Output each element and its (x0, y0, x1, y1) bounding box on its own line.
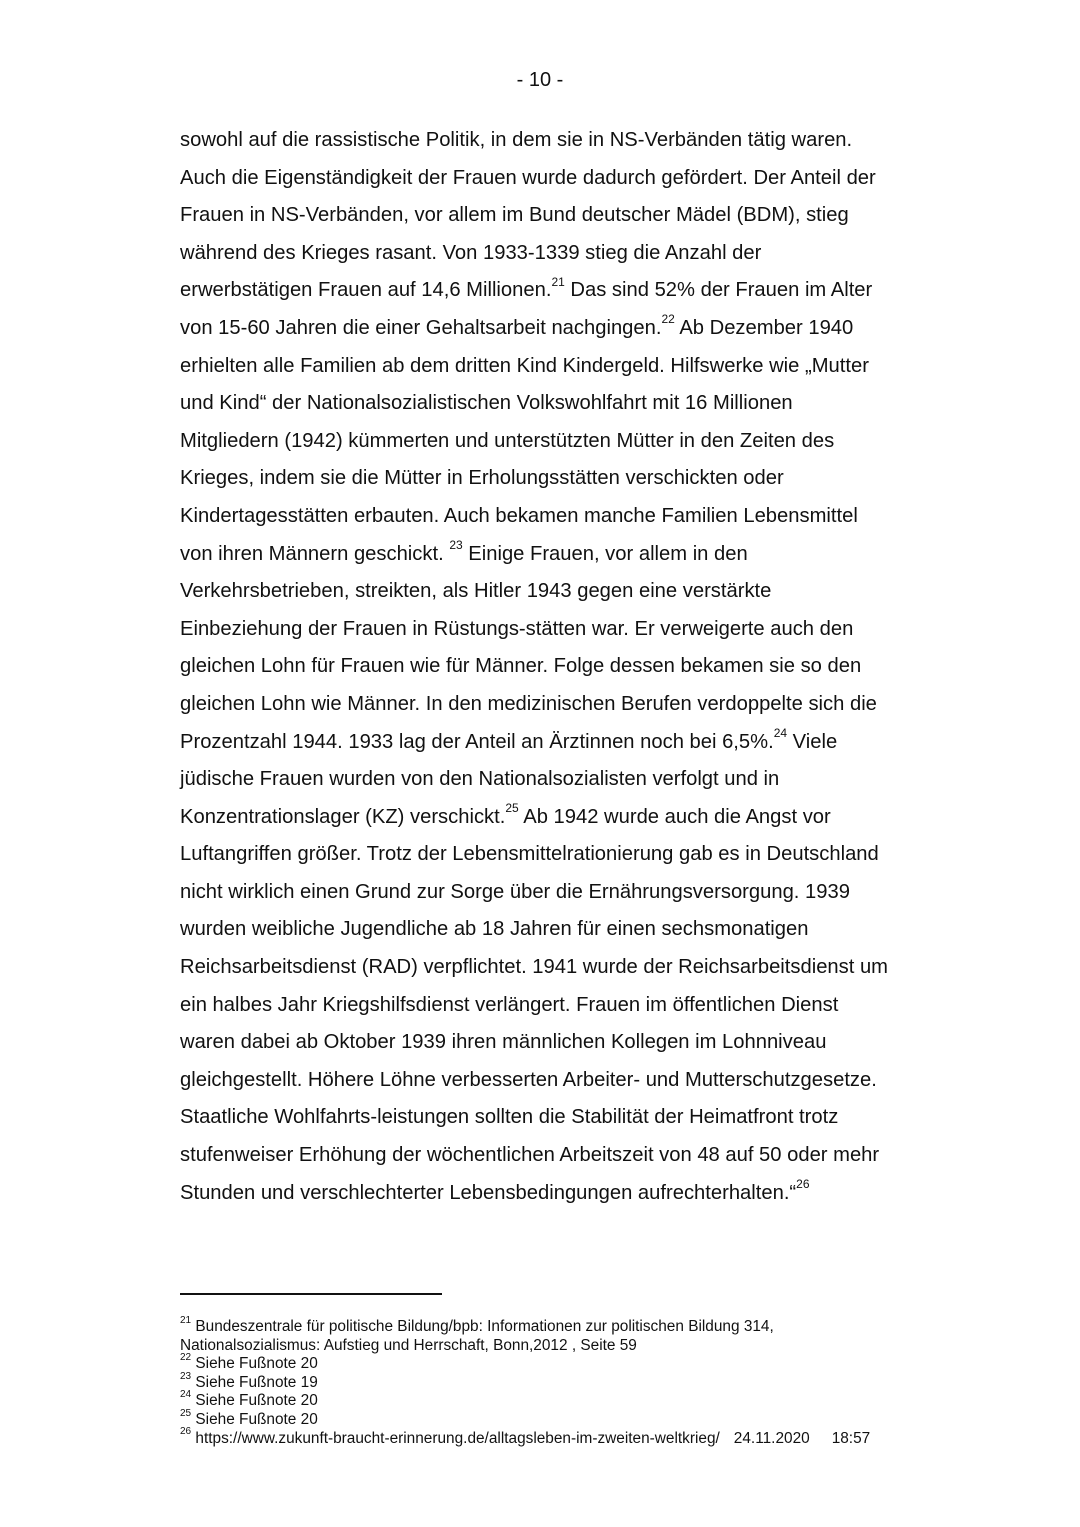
text-line (180, 197, 960, 235)
text-line (180, 423, 960, 461)
text-segment: Einbeziehung der Frauen in Rüstungs-stätten war. Er verweigerte auch den (180, 617, 854, 640)
footnote-date: 24.11.2020 (733, 1429, 810, 1447)
text-segment: erwerbstätigen Frauen auf 14,6 Millionen. (180, 279, 552, 302)
text-segment: Stunden und verschlechterter Lebensbedingungen aufrechterhalten.“ (180, 1181, 797, 1204)
text-segment: stufenweiser Erhöhung der wöchentlichen Arbeitszeit von 48 auf 50 oder mehr (180, 1144, 880, 1167)
text-line (180, 648, 960, 686)
text-line (180, 987, 960, 1025)
text-line (180, 724, 960, 762)
footnote-21-continued (180, 1337, 960, 1356)
footnote-ref: 21 (551, 274, 565, 289)
text-line (180, 348, 960, 386)
text-segment: Prozentzahl 1944. 1933 lag der Anteil an Ärztinnen noch bei 6,5%. (180, 730, 774, 753)
text-segment: Reichsarbeitsdienst (RAD) verpflichtet. 1941 wurde der Reichsarbeitsdienst um (180, 956, 889, 979)
text-segment: Kindertagesstätten erbauten. Auch bekamen manche Familien Lebensmittel (180, 504, 858, 527)
footnote-ref: 25 (505, 800, 519, 815)
text-segment: von 15-60 Jahren die einer Gehaltsarbeit nachgingen. (180, 316, 662, 339)
footnote-ref: 24 (773, 725, 788, 740)
text-line (180, 761, 960, 799)
footnote-26 (180, 1426, 960, 1449)
body-text (180, 122, 960, 1212)
text-segment: jüdische Frauen wurden von den Nationalsozialisten verfolgt und in (180, 768, 780, 791)
text-segment: Mitgliedern (1942) kümmerten und unterstützten Mütter in den Zeiten des (180, 429, 835, 452)
text-line (180, 686, 960, 724)
footnote-text: Siehe Fußnote 20 (195, 1355, 318, 1373)
text-segment: Viele (787, 730, 838, 753)
text-line (180, 460, 960, 498)
text-line (180, 573, 960, 611)
text-segment: nicht wirklich einen Grund zur Sorge über die Ernährungsversorgung. 1939 (180, 880, 850, 903)
text-segment: Frauen in NS-Verbänden, vor allem im Bund deutscher Mädel (BDM), stieg (180, 204, 849, 227)
footnotes (180, 1314, 960, 1448)
footnote-22 (180, 1352, 960, 1374)
footnote-21 (180, 1314, 960, 1337)
footnote-marker: 24 (180, 1389, 192, 1401)
text-line (180, 235, 960, 273)
text-line (180, 836, 960, 874)
footnote-24 (180, 1389, 960, 1411)
text-segment: wurden weibliche Jugendliche ab 18 Jahren für einen sechsmonatigen (180, 918, 809, 941)
text-segment: gleichgestellt. Höhere Löhne verbesserten Arbeiter- und Mutterschutzgesetze. (180, 1068, 877, 1091)
text-line (180, 799, 960, 837)
text-segment: Ab 1942 wurde auch die Angst vor (518, 805, 831, 828)
footnote-time: 18:57 (831, 1429, 871, 1447)
text-line (180, 310, 960, 348)
footnote-url: https://www.zukunft-braucht-erinnerung.de/alltagsleben-im-zweiten-weltkrieg/ (195, 1429, 720, 1447)
footnote-marker: 23 (180, 1370, 192, 1382)
text-line (180, 498, 960, 536)
footnote-25 (180, 1407, 960, 1430)
footnote-marker: 21 (180, 1314, 192, 1326)
footnote-text: Bundeszentrale für politische Bildung/bpb: Informationen zur politischen Bildung 314, (195, 1318, 774, 1335)
footnote-marker: 26 (180, 1426, 192, 1438)
footnote-ref: 26 (796, 1176, 810, 1191)
footnote-text: Siehe Fußnote 19 (195, 1373, 318, 1391)
text-segment: Auch die Eigenständigkeit der Frauen wurde dadurch gefördert. Der Anteil der (180, 166, 876, 189)
text-segment: von ihren Männern geschickt. (180, 542, 450, 565)
text-line (180, 536, 960, 574)
text-segment: und Kind“ der Nationalsozialistischen Volkswohlfahrt mit 16 Millionen (180, 392, 793, 415)
footnote-text: Siehe Fußnote 20 (195, 1392, 318, 1410)
text-line (180, 1024, 960, 1062)
footnote-text: Nationalsozialismus: Aufstieg und Herrschaft, Bonn,2012 , Seite 59 (180, 1336, 637, 1354)
footnote-23 (180, 1370, 960, 1393)
text-segment: gleichen Lohn wie Männer. In den medizinischen Berufen verdoppelte sich die (180, 692, 877, 715)
text-line (180, 160, 960, 198)
footnote-text: Siehe Fußnote 20 (195, 1410, 318, 1428)
footnote-marker: 22 (180, 1352, 192, 1364)
text-line (180, 385, 960, 423)
text-line (180, 611, 960, 649)
text-segment: waren dabei ab Oktober 1939 ihren männlichen Kollegen im Lohnniveau (180, 1031, 827, 1054)
text-segment: Das sind 52% der Frauen im Alter (564, 279, 873, 302)
text-line (180, 874, 960, 912)
text-segment: Ab Dezember 1940 (674, 316, 854, 339)
text-segment: Staatliche Wohlfahrts-leistungen sollten die Stabilität der Heimatfront trotz (180, 1106, 839, 1129)
text-line (180, 911, 960, 949)
footnote-separator (180, 1293, 442, 1295)
text-segment: Konzentrationslager (KZ) verschickt. (180, 805, 506, 828)
text-segment: ein halbes Jahr Kriegshilfsdienst verlängert. Frauen im öffentlichen Dienst (180, 993, 839, 1016)
text-line (180, 1175, 960, 1213)
footnote-ref: 22 (661, 312, 675, 327)
text-line (180, 122, 960, 160)
text-segment: sowohl auf die rassistische Politik, in dem sie in NS-Verbänden tätig waren. (180, 129, 853, 151)
footnote-marker: 25 (180, 1407, 192, 1419)
footnote-ref: 23 (449, 537, 463, 552)
text-segment: Krieges, indem sie die Mütter in Erholungsstätten verschickten oder (180, 467, 784, 490)
text-segment: erhielten alle Familien ab dem dritten Kind Kindergeld. Hilfswerke wie „Mutter (180, 354, 869, 377)
text-line (180, 1062, 960, 1100)
text-segment: während des Krieges rasant. Von 1933-1339 stieg die Anzahl der (180, 241, 762, 264)
text-line (180, 1137, 960, 1175)
text-segment: Verkehrsbetrieben, streikten, als Hitler 1943 gegen eine verstärkte (180, 580, 772, 603)
page-number: - 10 - (516, 69, 564, 91)
text-line (180, 1099, 960, 1137)
text-segment: gleichen Lohn für Frauen wie für Männer. Folge dessen bekamen sie so den (180, 655, 862, 678)
text-line (180, 949, 960, 987)
text-segment: Einige Frauen, vor allem in den (462, 542, 748, 565)
text-line (180, 272, 960, 310)
text-segment: Luftangriffen größer. Trotz der Lebensmittelrationierung gab es in Deutschland (180, 843, 879, 866)
